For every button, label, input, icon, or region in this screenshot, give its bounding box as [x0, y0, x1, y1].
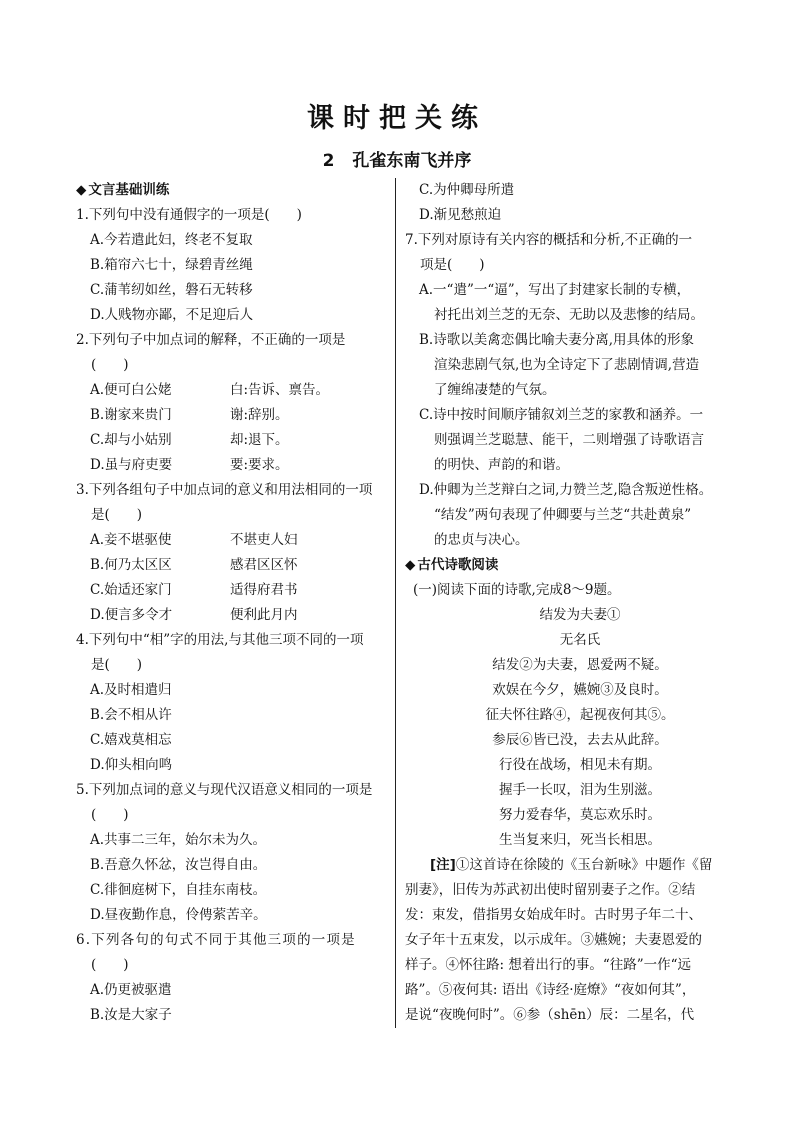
- question-5-option-b: B.吾意久怀忿，汝岂得自由。: [90, 857, 267, 873]
- lesson-heading: [0, 146, 794, 171]
- question-1-option-d: D.人贱物亦鄙，不足迎后人: [90, 307, 254, 323]
- poem-title: 结发为夫妻①: [539, 607, 621, 623]
- poem-line: 征夫怀往路④，起视夜何其⑤。: [485, 707, 675, 723]
- section-heading-classical: ◆ 文言基础训练: [76, 182, 170, 198]
- diamond-bullet-icon: ◆: [76, 182, 87, 198]
- question-4-option-b: B.会不相从许: [90, 707, 172, 723]
- question-1-option-b: B.箱帘六七十，绿碧青丝绳: [90, 257, 253, 273]
- question-7-option-b-cont: 渲染悲剧气氛,也为全诗定下了悲剧情调,营造: [434, 357, 700, 373]
- question-3-option-d: D.便言多令才 便利此月内: [90, 607, 298, 623]
- question-7-option-b-cont: 了缠绵凄楚的气氛。: [434, 382, 556, 398]
- diamond-bullet-icon: ◆: [405, 557, 416, 573]
- question-7-option-c-cont: 则强调兰芝聪慧、能干，二则增强了诗歌语言: [434, 432, 704, 448]
- left-column: [76, 178, 386, 1028]
- question-6-option-b: B.汝是大家子: [90, 1007, 172, 1023]
- poem-line: 握手一长叹，泪为生别滋。: [499, 782, 661, 798]
- question-7-option-c: C.诗中按时间顺序铺叙刘兰芝的家教和涵养。一: [419, 407, 704, 423]
- question-3-option-a: A.妾不堪驱使 不堪吏人妇: [90, 532, 298, 548]
- poem-author: 无名氏: [559, 632, 601, 648]
- question-4-stem: 4.下列句中“相”字的用法,与其他三项不同的一项: [76, 632, 364, 648]
- question-3-stem-cont: 是( ): [91, 507, 143, 523]
- question-5-option-c: C.徘徊庭树下，自挂东南枝。: [90, 882, 267, 898]
- section-heading-poetry: ◆ 古代诗歌阅读: [405, 557, 499, 573]
- column-divider: [395, 178, 396, 1028]
- question-2-option-d: D.虽与府吏要 要:要求。: [90, 457, 289, 473]
- question-2-stem: 2.下列句子中加点词的解释，不正确的一项是: [76, 332, 346, 348]
- poem-line: 欢娱在今夕，嬿婉③及良时。: [492, 682, 668, 698]
- note-line: 女子年十五束发，以示成年。③嬿婉；夫妻恩爱的: [405, 932, 702, 948]
- question-4-option-c: C.嬉戏莫相忘: [90, 732, 172, 748]
- question-6-option-a: A.仍更被驱遣: [90, 982, 172, 998]
- question-1-stem: 1.下列句中没有通假字的一项是( ): [76, 207, 302, 223]
- question-3-stem: 3.下列各组句子中加点词的意义和用法相同的一项: [76, 482, 373, 498]
- question-3-option-b: B.何乃太区区 感君区区怀: [90, 557, 298, 573]
- note-label: [注]: [430, 857, 456, 873]
- poem-line: 参辰⑥皆已没，去去从此辞。: [492, 732, 668, 748]
- note-line: 发：束发，借指男女始成年时。古时男子年二十、: [405, 907, 702, 923]
- note-line: [注]①这首诗在徐陵的《玉台新咏》中题作《留: [430, 857, 713, 873]
- question-2-stem-cont: ( ): [91, 357, 129, 373]
- question-5-stem: 5.下列加点词的意义与现代汉语意义相同的一项是: [76, 782, 373, 798]
- question-6-option-d: D.渐见愁煎迫: [419, 207, 502, 223]
- question-7-option-c-cont: 的明快、声韵的和谐。: [434, 457, 569, 473]
- question-7-stem-cont: 项是( ): [420, 257, 485, 273]
- poem-line: 生当复来归，死当长相思。: [499, 832, 661, 848]
- question-7-option-d-cont: “结发”两句表现了仲卿要与兰芝“共赴黄泉”: [434, 507, 692, 523]
- question-7-option-d-cont: 的忠贞与决心。: [434, 532, 529, 548]
- question-7-option-d: D.仲卿为兰芝辩白之词,力赞兰芝,隐含叛逆性格。: [419, 482, 713, 498]
- question-5-option-d: D.昼夜勤作息，伶俜萦苦辛。: [90, 907, 267, 923]
- lesson-title: 孔雀东南飞并序: [352, 151, 472, 171]
- question-7-option-a: A.一“遣”一“逼”，写出了封建家长制的专横，: [419, 282, 691, 298]
- question-7-stem: 7.下列对原诗有关内容的概括和分析,不正确的一: [405, 232, 693, 248]
- question-7-option-b: B.诗歌以美禽恋偶比喻夫妻分离,用具体的形象: [419, 332, 695, 348]
- question-2-option-c: C.却与小姑别 却:退下。: [90, 432, 289, 448]
- reading-instruction: (一)阅读下面的诗歌,完成8～9题。: [413, 582, 621, 598]
- page-title: 课时把关练: [307, 103, 487, 134]
- right-column: [405, 178, 755, 1028]
- question-4-option-d: D.仰头相向鸣: [90, 757, 173, 773]
- question-2-option-b: B.谢家来贵门 谢:辞别。: [90, 407, 289, 423]
- question-5-option-a: A.共事二三年，始尔未为久。: [90, 832, 267, 848]
- poem-line: 努力爱春华，莫忘欢乐时。: [499, 807, 661, 823]
- question-4-option-a: A.及时相遣归: [90, 682, 172, 698]
- note-line: 是说“夜晚何时”。⑥参（shēn）辰：二星名，代: [405, 1007, 695, 1023]
- question-4-stem-cont: 是( ): [91, 657, 143, 673]
- question-6-stem: 6.下列各句的句式不同于其他三项的一项是: [76, 932, 356, 948]
- note-line: 样子。④怀往路: 想着出行的事。“往路”一作“远: [405, 957, 692, 973]
- note-line: 别妻》，旧传为苏武初出使时留别妻子之作。②结: [405, 882, 696, 898]
- question-5-stem-cont: ( ): [91, 807, 129, 823]
- poem-line: 行役在战场，相见未有期。: [499, 757, 661, 773]
- note-line: 路”。⑤夜何其: 语出《诗经·庭燎》“夜如何其”，: [405, 982, 696, 998]
- lesson-number: 2: [322, 151, 335, 171]
- question-6-option-c: C.为仲卿母所遣: [419, 182, 515, 198]
- question-7-option-a-cont: 衬托出刘兰芝的无奈、无助以及悲惨的结局。: [434, 307, 704, 323]
- question-6-stem-cont: ( ): [91, 957, 129, 973]
- question-1-option-a: A.今若遣此妇，终老不复取: [90, 232, 253, 248]
- question-1-option-c: C.蒲苇纫如丝，磐石无转移: [90, 282, 253, 298]
- question-3-option-c: C.始适还家门 适得府君书: [90, 582, 298, 598]
- question-2-option-a: A.便可白公姥 白:告诉、禀告。: [90, 382, 330, 398]
- poem-line: 结发②为夫妻，恩爱两不疑。: [492, 657, 668, 673]
